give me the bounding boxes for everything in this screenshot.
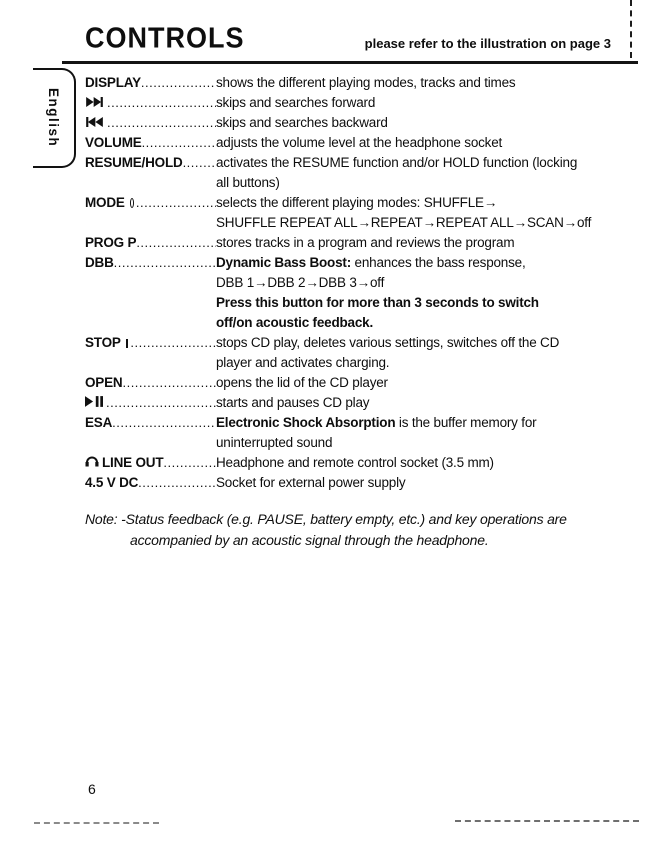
control-row-dc-power xyxy=(85,473,612,493)
control-label: VOLUME xyxy=(85,135,142,150)
play-pause-icon xyxy=(85,396,103,407)
dotted-leader xyxy=(114,253,216,273)
dotted-leader xyxy=(106,393,216,413)
dotted-leader xyxy=(136,233,216,253)
header-rule xyxy=(62,61,638,64)
control-label: 4.5 V DC xyxy=(85,475,139,490)
control-label: DISPLAY xyxy=(85,75,141,90)
control-row-mode xyxy=(85,193,612,233)
description-line: stops CD play, deletes various settings, switches off the CD xyxy=(216,335,560,350)
scan-edge-line xyxy=(630,0,632,58)
description-line: uninterrupted sound xyxy=(216,435,333,450)
note xyxy=(85,509,605,551)
description-line: adjusts the volume level at the headphone socket xyxy=(216,135,503,150)
note-label: Note: xyxy=(85,511,118,527)
dotted-leader xyxy=(107,113,216,133)
control-row-esa xyxy=(85,413,612,453)
skip-forward-icon xyxy=(85,97,104,107)
control-row-open xyxy=(85,373,612,393)
control-label: ESA xyxy=(85,415,113,430)
description-line: DBB 1→DBB 2→DBB 3→off xyxy=(216,275,385,290)
control-row-display xyxy=(85,73,612,93)
language-tab-label: English xyxy=(46,88,61,148)
language-tab xyxy=(33,68,76,168)
header-subtitle: please refer to the illustration on page 3 xyxy=(364,36,611,51)
control-row-prog xyxy=(85,233,612,253)
description-line: shows the different playing modes, tracks and times xyxy=(216,75,516,90)
dotted-leader xyxy=(107,93,216,113)
description-line: off/on acoustic feedback. xyxy=(216,315,374,330)
stop-icon xyxy=(126,339,129,348)
skip-backward-icon xyxy=(85,117,104,127)
description-line: starts and pauses CD play xyxy=(216,395,370,410)
headphone-icon xyxy=(85,455,99,467)
control-label: DBB xyxy=(85,255,114,270)
control-row-resume-hold xyxy=(85,153,612,193)
control-label: STOP xyxy=(85,335,121,350)
control-row-skip-backward xyxy=(85,113,612,133)
mode-circle-icon xyxy=(130,198,134,208)
note-line: Note: -Status feedback (e.g. PAUSE, battery empty, etc.) and key operations are xyxy=(85,511,567,527)
description-line: player and activates charging. xyxy=(216,355,390,370)
description-line: activates the RESUME function and/or HOLD function (locking xyxy=(216,155,578,170)
description-line: skips and searches forward xyxy=(216,95,376,110)
description-line: opens the lid of the CD player xyxy=(216,375,388,390)
dotted-leader xyxy=(136,193,216,213)
control-row-play-pause xyxy=(85,393,612,413)
page-number: 6 xyxy=(88,781,96,797)
description-line: stores tracks in a program and reviews the program xyxy=(216,235,515,250)
control-label: LINE OUT xyxy=(102,455,164,470)
description-line: SHUFFLE REPEAT ALL→REPEAT→REPEAT ALL→SCAN→off xyxy=(216,215,592,230)
description-line: all buttons) xyxy=(216,175,280,190)
description-line: Press this button for more than 3 seconds to switch xyxy=(216,295,539,310)
page-title: CONTROLS xyxy=(85,22,245,54)
dotted-leader xyxy=(112,413,216,433)
control-label: PROG P xyxy=(85,235,137,250)
description-line: Dynamic Bass Boost: enhances the bass response, xyxy=(216,255,526,270)
control-row-skip-forward xyxy=(85,93,612,113)
dotted-leader xyxy=(142,133,216,153)
dotted-leader xyxy=(122,373,216,393)
dotted-leader xyxy=(183,153,216,173)
dotted-leader xyxy=(130,333,216,353)
description-line: Electronic Shock Absorption is the buffer memory for xyxy=(216,415,537,430)
dotted-leader xyxy=(138,473,216,493)
control-row-line-out xyxy=(85,453,612,473)
control-label: OPEN xyxy=(85,375,123,390)
control-label: RESUME/HOLD xyxy=(85,155,183,170)
description-line: skips and searches backward xyxy=(216,115,388,130)
description-line: selects the different playing modes: SHUFFLE→ xyxy=(216,195,498,210)
control-label: MODE xyxy=(85,195,125,210)
controls-list xyxy=(85,73,612,493)
note-line: accompanied by an acoustic signal through the headphone. xyxy=(130,532,489,548)
scan-artifact-left xyxy=(34,822,159,824)
control-row-volume xyxy=(85,133,612,153)
dotted-leader xyxy=(141,73,216,93)
control-row-dbb xyxy=(85,253,612,333)
control-row-stop xyxy=(85,333,612,373)
description-line: Headphone and remote control socket (3.5 mm) xyxy=(216,455,494,470)
page-header xyxy=(0,0,645,55)
scan-artifact-right xyxy=(455,820,639,822)
dotted-leader xyxy=(163,453,216,473)
description-line: Socket for external power supply xyxy=(216,475,406,490)
